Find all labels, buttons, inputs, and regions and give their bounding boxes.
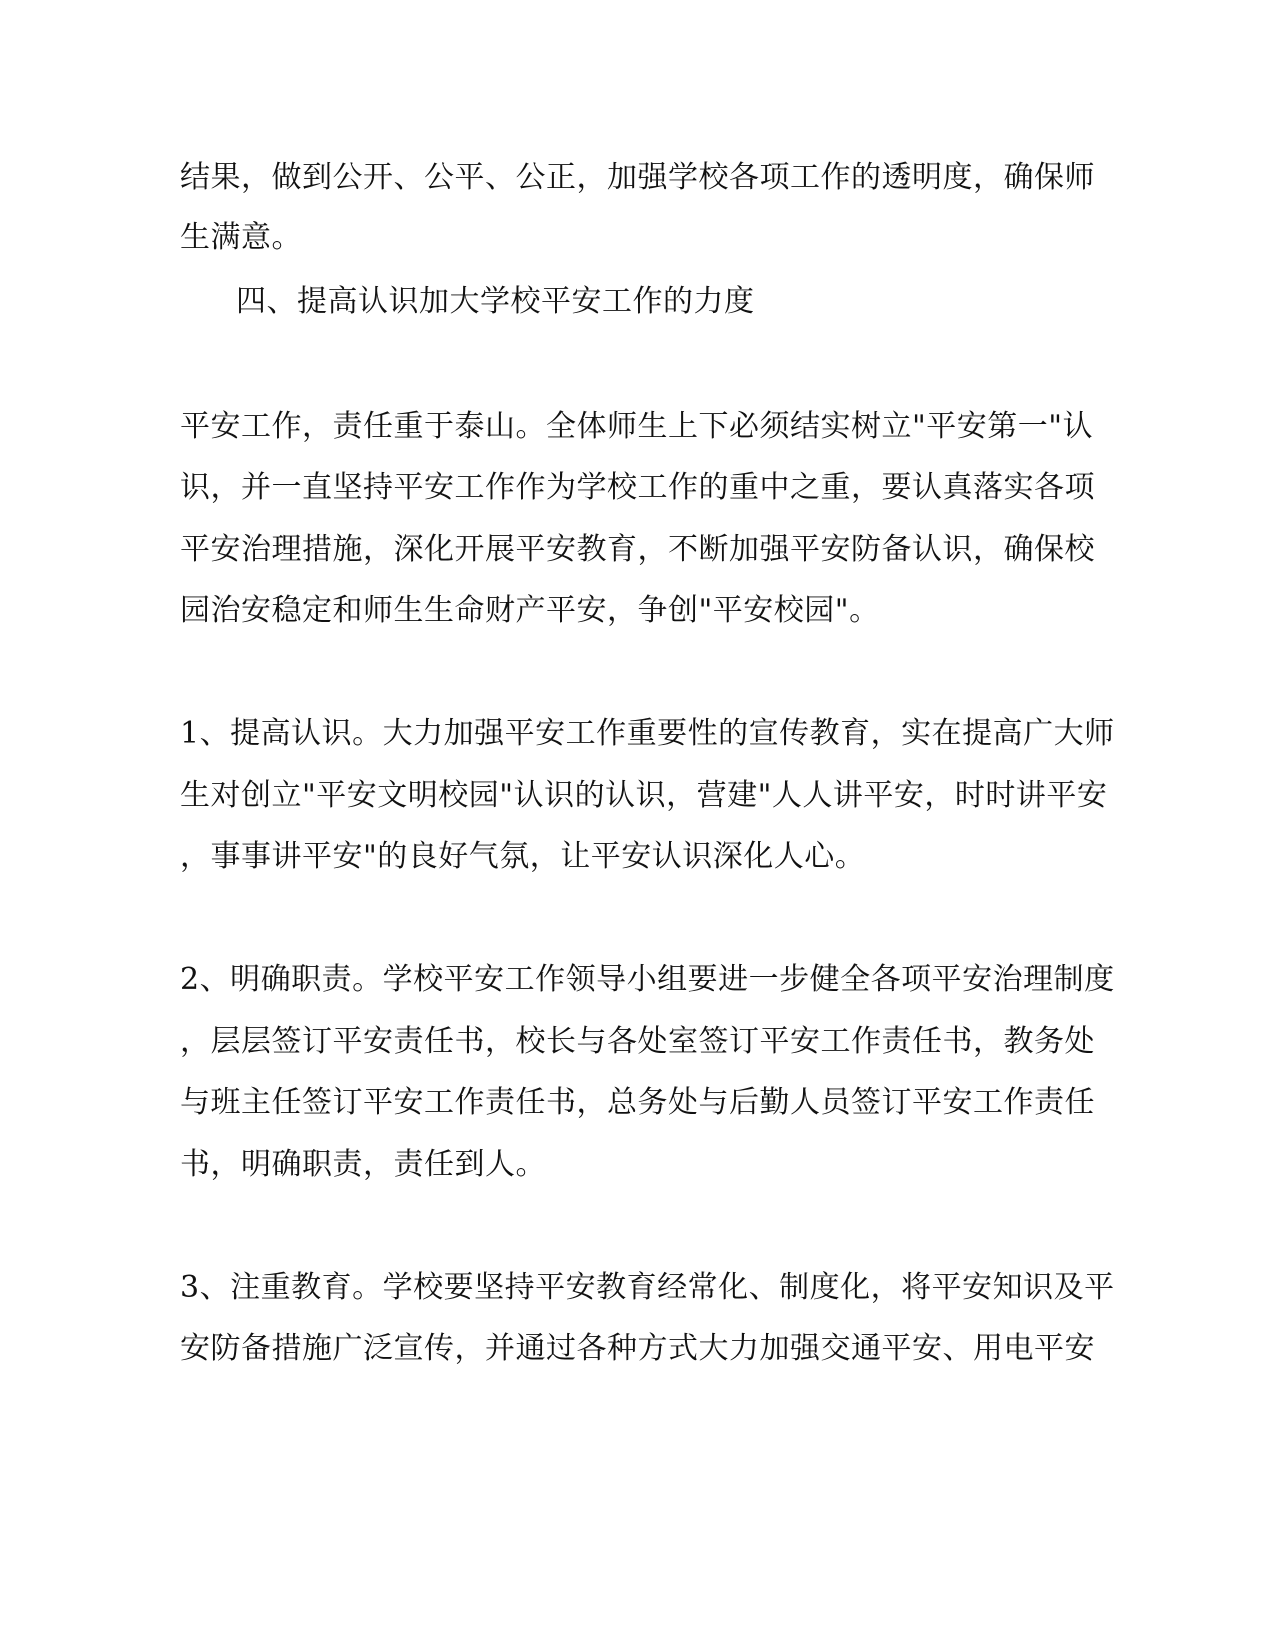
body-text-line: ，事事讲平安"的良好气氛，让平安认识深化人心。 (180, 839, 866, 874)
body-text-line: 1、提高认识。大力加强平安工作重要性的宣传教育，实在提高广大师 (180, 716, 1115, 751)
body-text-line: 3、注重教育。学校要坚持平安教育经常化、制度化，将平安知识及平 (180, 1270, 1115, 1305)
body-text-line: ，层层签订平安责任书，校长与各处室签订平安工作责任书，教务处 (180, 1024, 1095, 1059)
body-text-line: 结果，做到公开、公平、公正，加强学校各项工作的透明度，确保师 (180, 160, 1095, 195)
body-text-line: 园治安稳定和师生生命财产平安，争创"平安校园"。 (180, 593, 880, 628)
body-text-line: 平安工作，责任重于泰山。全体师生上下必须结实树立"平安第一"认 (180, 409, 1094, 444)
body-text-line: 生对创立"平安文明校园"认识的认识，营建"人人讲平安，时时讲平安 (180, 778, 1108, 813)
body-text-line: 与班主任签订平安工作责任书，总务处与后勤人员签订平安工作责任 (180, 1085, 1095, 1120)
body-text-line: 识，并一直坚持平安工作作为学校工作的重中之重，要认真落实各项 (180, 470, 1095, 505)
body-text-line: 2、明确职责。学校平安工作领导小组要进一步健全各项平安治理制度 (180, 962, 1115, 997)
body-text-line: 平安治理措施，深化开展平安教育，不断加强平安防备认识，确保校 (180, 532, 1095, 567)
body-text-line: 书，明确职责，责任到人。 (180, 1147, 546, 1182)
body-text-line: 安防备措施广泛宣传，并通过各种方式大力加强交通平安、用电平安 (180, 1331, 1095, 1366)
section-heading: 四、提高认识加大学校平安工作的力度 (236, 284, 755, 319)
body-text-line: 生满意。 (180, 220, 302, 255)
